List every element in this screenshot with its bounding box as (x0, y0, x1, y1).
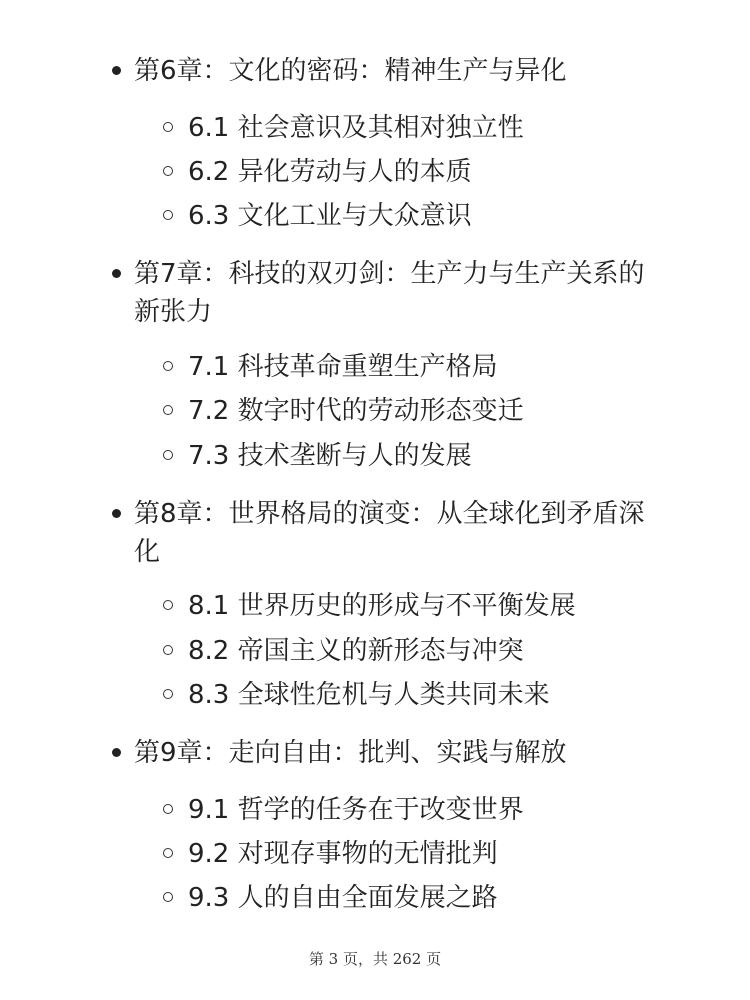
section-title: 9.2 对现存事物的无情批判 (188, 839, 498, 869)
section-7-1-item (188, 348, 688, 386)
bullet-circle-icon (163, 689, 173, 699)
bullet-circle-icon (163, 210, 173, 220)
section-title: 6.2 异化劳动与人的本质 (188, 157, 472, 187)
bullet-circle-icon (163, 892, 173, 902)
section-title: 9.1 哲学的任务在于改变世界 (188, 795, 524, 825)
bullet-circle-icon (163, 166, 173, 176)
bullet-circle-icon (163, 804, 173, 814)
section-title: 7.2 数字时代的劳动形态变迁 (188, 396, 524, 426)
section-title: 6.1 社会意识及其相对独立性 (188, 113, 524, 143)
section-8-1-item (188, 587, 688, 625)
section-6-3-item (188, 197, 688, 235)
chapter-title: 第9章：走向自由：批判、实践与解放 (134, 738, 567, 768)
bullet-circle-icon (163, 361, 173, 371)
chapter-title-line-2: 化 (134, 537, 161, 567)
bullet-circle-icon (163, 122, 173, 132)
page-number-footer: 第 3 页，共 262 页 (308, 950, 442, 968)
chapter-title-line-1: 第8章：世界格局的演变：从全球化到矛盾深 (134, 499, 645, 529)
section-9-2-item (188, 835, 688, 873)
section-title: 8.3 全球性危机与人类共同未来 (188, 680, 550, 710)
chapter-title-line-1: 第7章：科技的双刃剑：生产力与生产关系的 (134, 259, 645, 289)
section-6-2-item (188, 153, 688, 191)
chapter-title-line-2: 新张力 (134, 297, 213, 327)
bullet-circle-icon (163, 600, 173, 610)
section-8-2-item (188, 632, 688, 670)
section-title: 9.3 人的自由全面发展之路 (188, 883, 498, 913)
section-title: 6.3 文化工业与大众意识 (188, 201, 472, 231)
section-6-1-item (188, 109, 688, 147)
bullet-dot-icon (112, 748, 121, 757)
bullet-circle-icon (163, 450, 173, 460)
section-title: 7.3 技术垄断与人的发展 (188, 441, 472, 471)
section-title: 8.2 帝国主义的新形态与冲突 (188, 636, 524, 666)
bullet-dot-icon (112, 269, 121, 278)
section-title: 8.1 世界历史的形成与不平衡发展 (188, 591, 576, 621)
section-8-3-item (188, 676, 688, 714)
section-9-1-item (188, 791, 688, 829)
chapter-9-item (134, 734, 674, 772)
section-7-2-item (188, 392, 688, 430)
bullet-dot-icon (112, 66, 121, 75)
bullet-circle-icon (163, 848, 173, 858)
section-9-3-item (188, 879, 688, 917)
section-7-3-item (188, 437, 688, 475)
chapter-7-item (134, 255, 674, 331)
chapter-6-item (134, 52, 674, 90)
bullet-circle-icon (163, 645, 173, 655)
bullet-dot-icon (112, 509, 121, 518)
chapter-8-item (134, 495, 674, 571)
chapter-title: 第6章：文化的密码：精神生产与异化 (134, 56, 567, 86)
bullet-circle-icon (163, 405, 173, 415)
section-title: 7.1 科技革命重塑生产格局 (188, 352, 498, 382)
